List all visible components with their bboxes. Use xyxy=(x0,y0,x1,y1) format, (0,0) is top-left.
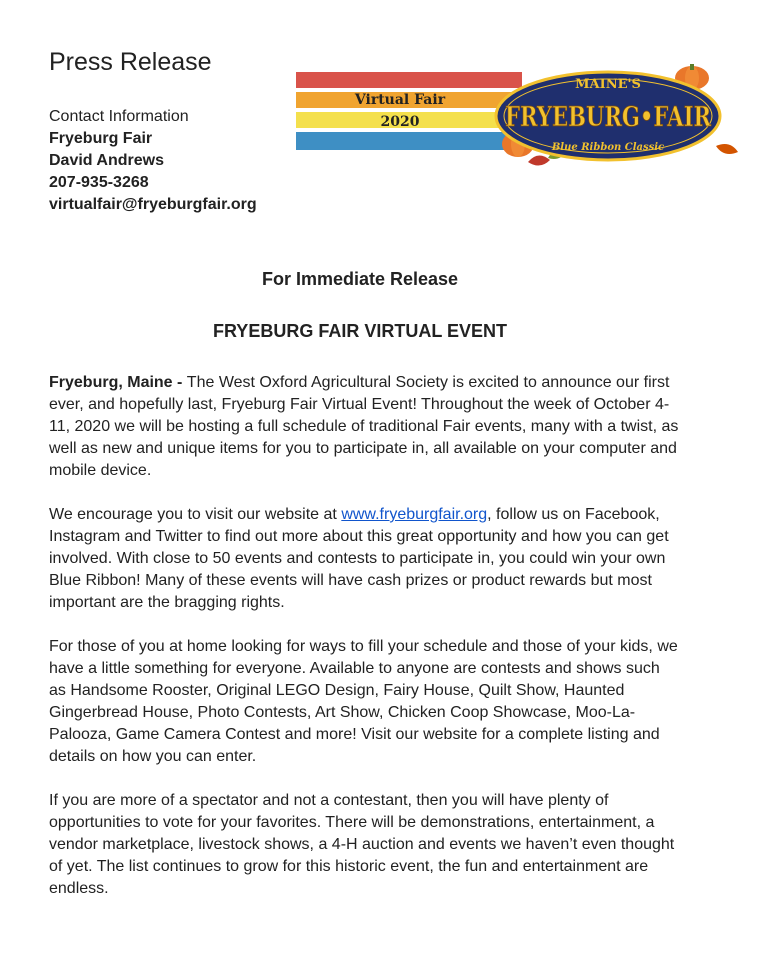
banner-line-2: 2020 xyxy=(380,114,420,130)
paragraph-2 xyxy=(49,504,679,614)
contact-phone: 207-935-3268 xyxy=(49,174,149,191)
release-notice: For Immediate Release xyxy=(261,269,459,289)
page-title: Press Release xyxy=(49,48,212,76)
paragraph-4: If you are more of a spectator and not a contestant, then you will have plenty of opportunities to vote for your favorites. There will be demonstrations, entertainment, a vendor marketplace, livestock shows, a 4-H auction and events we haven’t even thought of yet. The list continues to grow for this historic event, the fun and entertainment are endless. xyxy=(49,792,675,897)
badge-main-text: FRYEBURG•FAIR xyxy=(505,102,712,133)
contact-name: David Andrews xyxy=(49,152,164,169)
fair-badge xyxy=(496,72,720,160)
fryeburg-fair-logo xyxy=(296,66,742,170)
paragraph-3: For those of you at home looking for ways to fill your schedule and those of your kids, we have a little something for everyone. Available to anyone are contests and shows such as Handsome Rooster, Original LEGO Design, Fairy House, Quilt Show, Haunted Gingerbread House, Photo Contests, Art Show, Chicken Coop Showcase, Moo-La-Palooza, Game Camera Contest and more! Visit our website for a complete listing and details on how you can enter. xyxy=(49,638,678,765)
contact-block xyxy=(49,106,257,216)
badge-top-text: MAINE'S xyxy=(575,77,641,92)
contact-organization: Fryeburg Fair xyxy=(49,130,153,147)
paragraph-2-intro: We encourage you to visit our website at xyxy=(49,506,342,523)
stripe-red xyxy=(296,72,522,88)
paragraph-2-text: , follow us on Facebook, Instagram and Twitter to find out more about this great opportunity and how you can get involved. With close to 50 events and contests to participate in, you could win your own Blue Ribbon! Many of these events will have cash prizes or product rewards but most important are the bragging rights. xyxy=(49,506,669,611)
paragraph-1 xyxy=(49,372,679,482)
badge-bottom-text: Blue Ribbon Classic xyxy=(551,142,665,153)
paragraph-1-text: The West Oxford Agricultural Society is excited to announce our first ever, and hopefully last, Fryeburg Fair Virtual Event! Throughout the week of October 4-11, 2020 we will be hosting a full schedule of traditional Fair events, many with a twist, as well as new and unique items for you to participate in, all available on your computer and mobile device. xyxy=(49,374,679,479)
banner-line-1: Virtual Fair xyxy=(354,92,446,108)
stripe-blue xyxy=(296,132,522,150)
website-link[interactable]: www.fryeburgfair.org xyxy=(341,506,488,523)
release-body xyxy=(49,372,679,922)
contact-email: virtualfair@fryeburgfair.org xyxy=(49,196,257,213)
contact-heading: Contact Information xyxy=(49,108,189,125)
release-headline: FRYEBURG FAIR VIRTUAL EVENT xyxy=(212,321,508,341)
dateline: Fryeburg, Maine - xyxy=(49,374,187,391)
